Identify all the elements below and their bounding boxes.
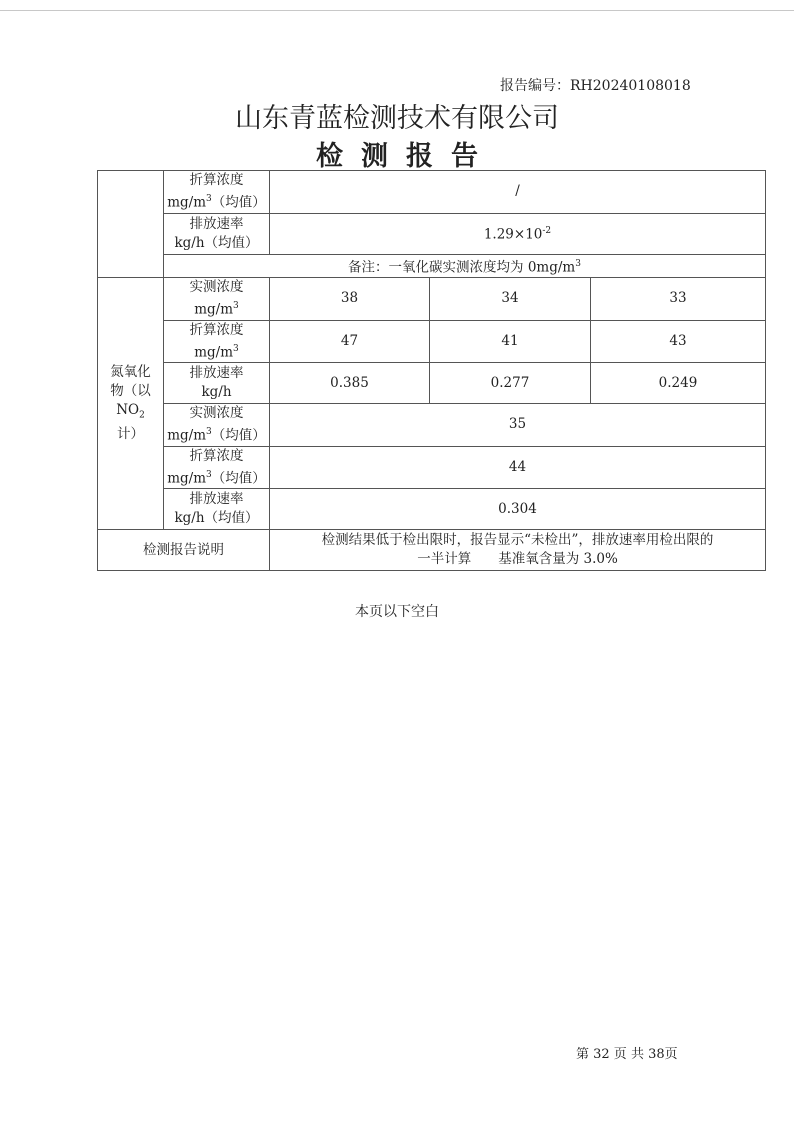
param-cell	[164, 213, 270, 254]
value-exponent: -2	[542, 226, 552, 237]
pollutant-cell-blank	[98, 171, 164, 278]
unit-sup: 3	[233, 343, 239, 354]
value-cell: 33	[591, 278, 766, 321]
param-unit	[166, 340, 267, 363]
explanation-line: 检测结果低于检出限时，报告显示“未检出”，排放速率用检出限的	[321, 532, 714, 548]
value-base: 1.29×10	[483, 226, 543, 243]
pollutant-name-line: 物（以	[110, 382, 151, 399]
value-cell: 43	[591, 320, 766, 363]
note-sup: 3	[575, 258, 581, 269]
note-cell	[164, 254, 766, 278]
value-cell: 35	[270, 404, 766, 447]
pollutant-name-line	[100, 401, 161, 426]
param-cell	[164, 446, 270, 489]
value-cell	[270, 213, 766, 254]
unit-text: mg/m	[167, 470, 207, 486]
note-row	[98, 254, 766, 278]
explanation-row	[98, 530, 766, 571]
param-unit: kg/h（均值）	[174, 510, 259, 526]
param-cell	[164, 363, 270, 404]
unit-suffix: （均值）	[211, 194, 266, 211]
note-text: 备注：一氧化碳实测浓度均为 0mg/m	[348, 259, 576, 275]
unit-text: mg/m	[167, 194, 207, 211]
table-row	[98, 363, 766, 404]
param-name: 实测浓度	[189, 405, 244, 421]
param-name: 折算浓度	[189, 321, 244, 338]
unit-sup: 3	[206, 469, 212, 480]
blank-page-note: 本页以下空白	[355, 604, 439, 620]
value-cell: 38	[270, 278, 430, 321]
explanation-text	[270, 530, 766, 571]
pollutant-name-line: 计）	[117, 426, 144, 443]
unit-sup: 3	[206, 194, 212, 204]
page-number: 第 32 页 共 38页	[576, 1047, 678, 1062]
param-unit	[166, 297, 267, 320]
table-row	[98, 171, 766, 214]
value-cell: 0.385	[270, 363, 430, 404]
value-cell: 0.249	[591, 363, 766, 404]
formula-sub: 2	[139, 410, 145, 421]
formula-text: NO	[116, 401, 140, 418]
table-row	[98, 213, 766, 254]
param-unit: kg/h（均值）	[174, 234, 259, 251]
param-name: 折算浓度	[189, 447, 244, 464]
table-row	[98, 489, 766, 530]
param-name: 排放速率	[189, 215, 244, 232]
table-row	[98, 404, 766, 447]
unit-sup: 3	[206, 427, 212, 437]
param-cell	[164, 171, 270, 214]
explanation-label: 检测报告说明	[98, 530, 270, 571]
param-unit: kg/h	[201, 384, 232, 400]
param-unit	[166, 466, 267, 489]
param-cell	[164, 489, 270, 530]
value-cell: 41	[430, 320, 591, 363]
param-name: 折算浓度	[189, 172, 244, 188]
value-cell: 0.277	[430, 363, 591, 404]
unit-sup: 3	[233, 301, 239, 311]
document-title: 检测报告	[316, 141, 496, 172]
param-cell	[164, 320, 270, 363]
unit-text: mg/m	[167, 427, 207, 444]
param-cell	[164, 278, 270, 321]
value-cell: 34	[430, 278, 591, 321]
value-cell: 47	[270, 320, 430, 363]
top-divider	[0, 10, 794, 11]
table-row	[98, 320, 766, 363]
table-row	[98, 278, 766, 321]
explanation-line: 一半计算 基准氧含量为 3.0%	[417, 551, 618, 567]
report-number: 报告编号：RH20240108018	[500, 78, 691, 94]
value-cell: /	[270, 171, 766, 214]
pollutant-name-line: 氮氧化	[110, 363, 151, 380]
param-unit	[166, 190, 267, 213]
param-cell	[164, 404, 270, 447]
unit-suffix: （均值）	[211, 470, 266, 486]
value-cell: 0.304	[270, 489, 766, 530]
pollutant-cell	[98, 278, 164, 530]
unit-text: mg/m	[194, 344, 234, 360]
unit-suffix: （均值）	[211, 427, 266, 444]
results-table	[97, 170, 766, 571]
param-unit	[166, 423, 267, 446]
unit-text: mg/m	[194, 301, 234, 318]
param-name: 实测浓度	[189, 279, 244, 295]
company-name: 山东青蓝检测技术有限公司	[235, 103, 559, 134]
param-name: 排放速率	[189, 365, 244, 381]
table-row	[98, 446, 766, 489]
param-name: 排放速率	[189, 491, 244, 507]
value-cell: 44	[270, 446, 766, 489]
